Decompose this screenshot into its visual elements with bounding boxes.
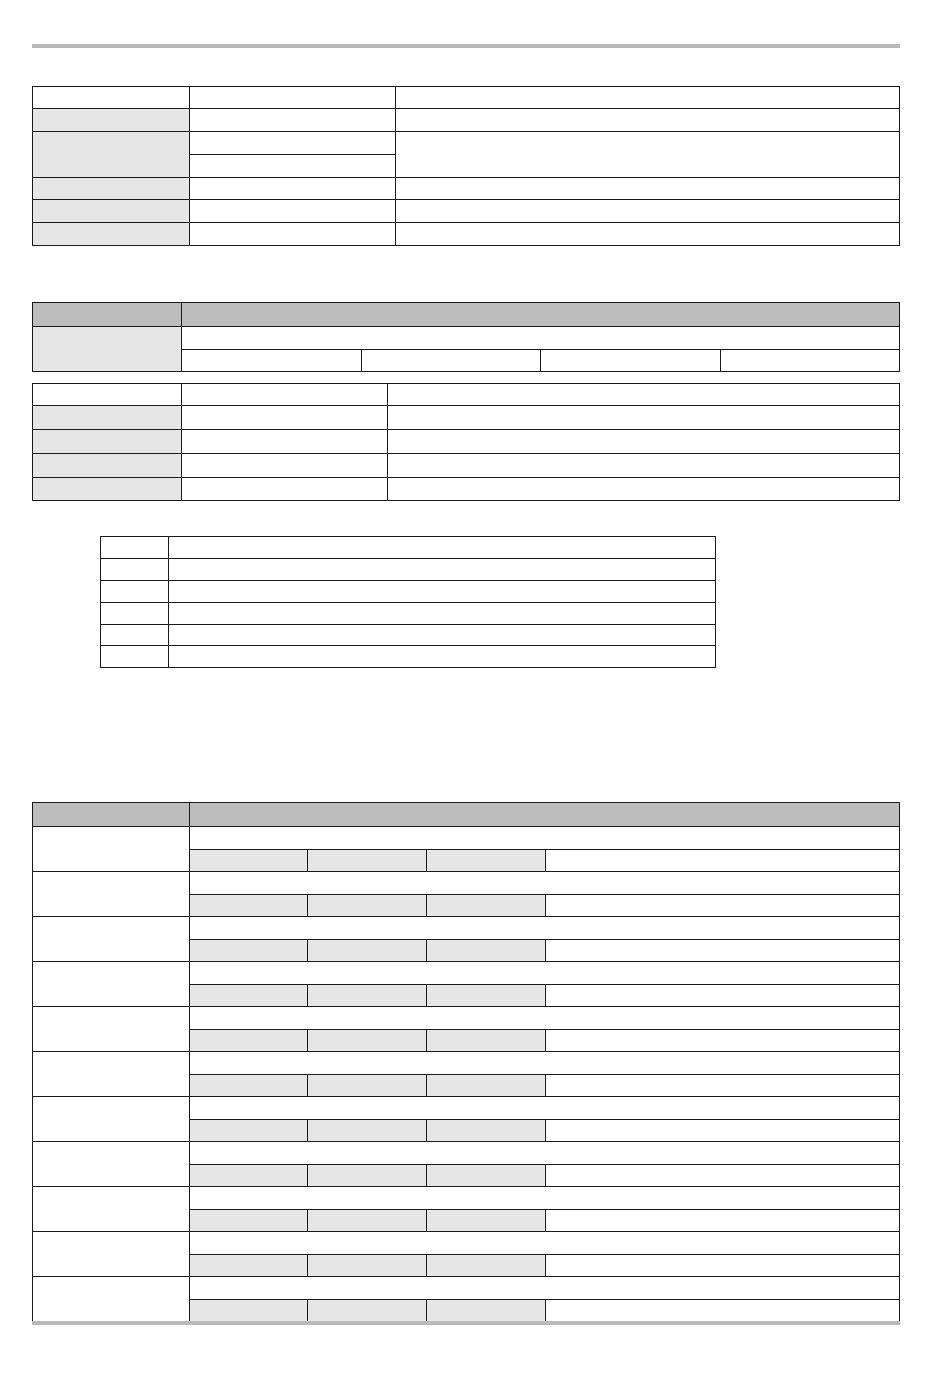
table1-cell — [190, 200, 396, 223]
table4-cell — [101, 625, 169, 646]
table5-header-cell — [33, 803, 190, 827]
table5-row-label — [33, 917, 190, 962]
table5-sub-cell — [308, 895, 427, 917]
table5-cell — [190, 917, 900, 940]
table2-cell — [720, 350, 900, 372]
table5-row-label — [33, 1052, 190, 1097]
table3-label-cell — [33, 406, 182, 430]
table5-cell — [190, 1052, 900, 1075]
table5-cell — [546, 1255, 900, 1277]
table1-label-cell — [33, 200, 190, 223]
table1-cell — [396, 87, 900, 109]
table5-cell — [546, 1075, 900, 1097]
table5-row-label — [33, 1277, 190, 1322]
table5-row-label — [33, 872, 190, 917]
table5-sub-cell — [427, 985, 546, 1007]
table1-cell — [396, 178, 900, 200]
table5-cell — [190, 1142, 900, 1165]
table1-cell — [33, 87, 190, 109]
table5-sub-cell — [190, 1210, 308, 1232]
table1-label-cell — [33, 223, 190, 246]
table3-cell — [388, 478, 900, 501]
table5-cell — [190, 962, 900, 985]
table5-sub-cell — [308, 1030, 427, 1052]
bottom-rule — [32, 1321, 900, 1325]
table5-row-label — [33, 1187, 190, 1232]
table5-cell — [546, 895, 900, 917]
table1-cell — [396, 109, 900, 132]
table3-label-cell — [33, 454, 182, 478]
table5-sub-cell — [308, 1120, 427, 1142]
table1-label-cell — [33, 178, 190, 200]
table5-sub-cell — [190, 1300, 308, 1322]
table5-sub-cell — [427, 1255, 546, 1277]
table4-cell — [101, 559, 169, 581]
table1-cell — [396, 223, 900, 246]
table4-cell — [169, 603, 716, 625]
table4-cell — [101, 603, 169, 625]
table5-sub-cell — [308, 1075, 427, 1097]
info-table-4 — [100, 536, 716, 668]
table4-cell — [101, 646, 169, 668]
table5-row-label — [33, 827, 190, 872]
table1-label-cell — [33, 132, 190, 178]
info-table-5 — [32, 802, 900, 1322]
table5-sub-cell — [190, 1165, 308, 1187]
info-table-2 — [32, 302, 900, 372]
table5-sub-cell — [190, 1075, 308, 1097]
table5-cell — [190, 1097, 900, 1120]
table3-cell — [388, 454, 900, 478]
table1-cell — [190, 178, 396, 200]
table5-row-label — [33, 1097, 190, 1142]
table4-cell — [169, 581, 716, 603]
table5-sub-cell — [308, 1255, 427, 1277]
table5-sub-cell — [308, 1165, 427, 1187]
table5-sub-cell — [308, 1300, 427, 1322]
info-table-1 — [32, 86, 900, 246]
table5-sub-cell — [427, 1300, 546, 1322]
table3-cell — [182, 454, 388, 478]
table5-sub-cell — [190, 1030, 308, 1052]
table5-sub-cell — [427, 1210, 546, 1232]
table5-row-label — [33, 1007, 190, 1052]
table5-sub-cell — [190, 1255, 308, 1277]
table5-sub-cell — [427, 1120, 546, 1142]
table5-sub-cell — [190, 940, 308, 962]
table3-label-cell — [33, 478, 182, 501]
table5-row-label — [33, 1232, 190, 1277]
table5-sub-cell — [308, 985, 427, 1007]
table3-cell — [388, 430, 900, 454]
table3-cell — [182, 430, 388, 454]
table5-cell — [190, 827, 900, 850]
table5-cell — [190, 1187, 900, 1210]
table1-label-cell — [33, 109, 190, 132]
table5-sub-cell — [190, 1120, 308, 1142]
table5-cell — [546, 1165, 900, 1187]
table5-sub-cell — [308, 940, 427, 962]
table5-cell — [190, 1232, 900, 1255]
table1-cell — [396, 200, 900, 223]
table3-cell — [182, 406, 388, 430]
table4-cell — [169, 559, 716, 581]
table5-sub-cell — [190, 985, 308, 1007]
table5-cell — [190, 1007, 900, 1030]
table4-cell — [169, 625, 716, 646]
table2-header-cell — [33, 303, 182, 327]
table1-cell — [190, 155, 396, 178]
table3-cell — [182, 384, 388, 406]
table4-cell — [101, 537, 169, 559]
table5-cell — [546, 850, 900, 872]
top-rule — [32, 44, 900, 48]
table2-cell — [361, 350, 541, 372]
table5-cell — [546, 985, 900, 1007]
table5-cell — [190, 872, 900, 895]
info-table-3 — [32, 383, 900, 501]
table5-sub-cell — [427, 1165, 546, 1187]
table5-cell — [190, 1277, 900, 1300]
table5-sub-cell — [308, 1210, 427, 1232]
table3-cell — [182, 478, 388, 501]
table5-cell — [546, 1030, 900, 1052]
table5-sub-cell — [190, 895, 308, 917]
table1-cell — [190, 223, 396, 246]
table5-row-label — [33, 962, 190, 1007]
table1-cell — [190, 109, 396, 132]
table1-cell — [190, 87, 396, 109]
table3-cell — [388, 406, 900, 430]
table5-sub-cell — [427, 850, 546, 872]
table5-sub-cell — [308, 850, 427, 872]
table5-row-label — [33, 1142, 190, 1187]
table5-header-cell — [190, 803, 900, 827]
table3-cell — [33, 384, 182, 406]
table4-cell — [101, 581, 169, 603]
table4-cell — [169, 646, 716, 668]
table2-label-cell — [33, 327, 182, 372]
table5-cell — [546, 1210, 900, 1232]
table5-cell — [546, 940, 900, 962]
table3-cell — [388, 384, 900, 406]
table5-cell — [546, 1300, 900, 1322]
table1-cell — [396, 132, 900, 178]
table4-cell — [169, 537, 716, 559]
table1-cell — [190, 132, 396, 155]
table5-sub-cell — [427, 1075, 546, 1097]
table5-sub-cell — [427, 895, 546, 917]
table2-cell — [182, 327, 900, 350]
table3-label-cell — [33, 430, 182, 454]
table2-header-cell — [182, 303, 900, 327]
table5-cell — [546, 1120, 900, 1142]
table5-sub-cell — [190, 850, 308, 872]
table5-sub-cell — [427, 940, 546, 962]
table2-cell — [182, 350, 362, 372]
table2-cell — [541, 350, 721, 372]
table5-sub-cell — [427, 1030, 546, 1052]
